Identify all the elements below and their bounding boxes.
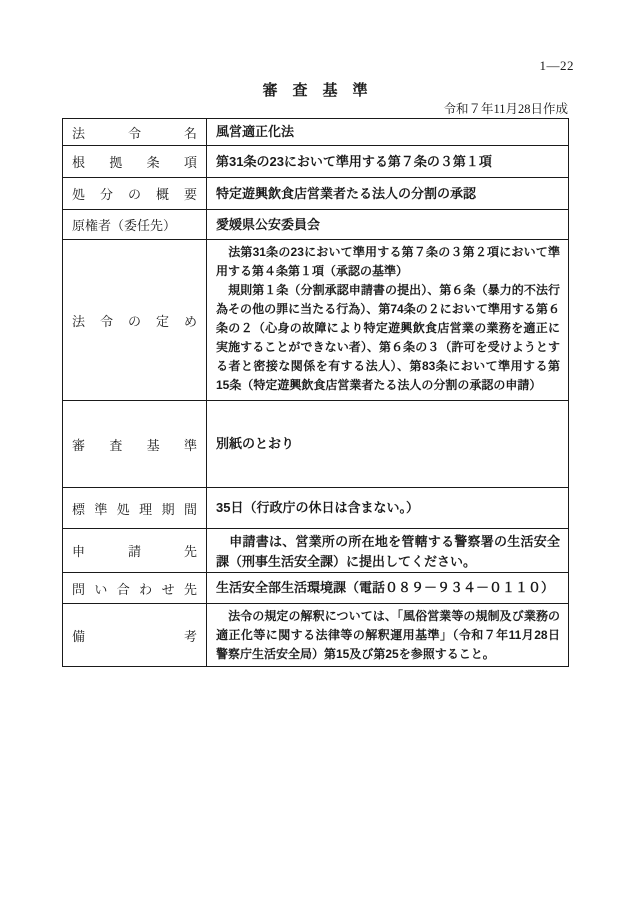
row-label: 原権者（委任先） [63, 210, 207, 239]
date-note: 令和７年11月28日作成 [443, 102, 568, 116]
row-value: 特定遊興飲食店営業者たる法人の分割の承認 [216, 185, 477, 201]
row-value: 愛媛県公安委員会 [216, 216, 321, 232]
table-row-legal-basis [63, 145, 568, 177]
table-row-disposition-summary [63, 177, 568, 209]
doc-title [0, 79, 630, 100]
table-row-law-name [63, 119, 568, 145]
row-value: 35日（行政庁の休日は含まない。） [216, 500, 419, 515]
row-value: 風営適正化法 [216, 124, 295, 139]
row-label: 根 拠 条 項 [63, 146, 207, 177]
row-label: 申 請 先 [63, 529, 207, 572]
row-value: 第31条の23において準用する第７条の３第１項 [216, 153, 492, 169]
paragraph: 規則第１条（分割承認申請書の提出）、第６条（暴力的不法行為その他の罪に当たる行為）、第74条の２において準用する第６条の２（心身の故障により特定遊興飲食店営業の業務を適正に実施することができない者）、第６条の３（許可を受けようとする者と密接な関係を有する法人）、第83条において準用する第15条（特定遊興飲食店営業者たる法人の分割の承認の申請） [216, 283, 560, 392]
row-label: 標 準 処 理 期 間 [63, 488, 207, 528]
table-row-authority [63, 209, 568, 239]
table-row-inquiry-contact [63, 572, 568, 603]
paragraph: 法第31条の23において準用する第７条の３第２項において準用する第４条第１項（承認の基準） [216, 245, 560, 278]
table-row-standard-processing-period [63, 487, 568, 528]
page-number: 1—22 [539, 58, 574, 73]
table-row-application-destination [63, 528, 568, 572]
row-value: 申請書は、営業所の所在地を管轄する警察署の生活安全課（刑事生活安全課）に提出してください。 [216, 534, 560, 569]
row-label: 法 令 名 [63, 119, 207, 145]
table-row-legal-provisions [63, 239, 568, 400]
row-label: 問 い 合 わ せ 先 [63, 573, 207, 603]
row-value [207, 240, 568, 400]
row-value: 生活安全部生活環境課（電話０８９－９３４－０１１０） [216, 580, 555, 595]
doc-title-text: 審査基準 [262, 83, 383, 99]
row-label: 審 査 基 準 [63, 401, 207, 487]
table-row-remarks [63, 603, 573, 666]
row-label: 処 分 の 概 要 [63, 178, 207, 209]
table-row-examination-standards [63, 400, 568, 487]
row-value: 別紙のとおり [216, 436, 295, 451]
row-value: 法令の規定の解釈については、「風俗営業等の規制及び業務の適正化等に関する法律等の解釈運用基準」（令和７年11月28日 警察庁生活安全局）第15及び第25を参照すること。 [216, 609, 573, 661]
criteria-table [62, 118, 573, 667]
row-label: 法 令 の 定 め [63, 240, 207, 400]
row-label: 備 考 [63, 604, 207, 666]
